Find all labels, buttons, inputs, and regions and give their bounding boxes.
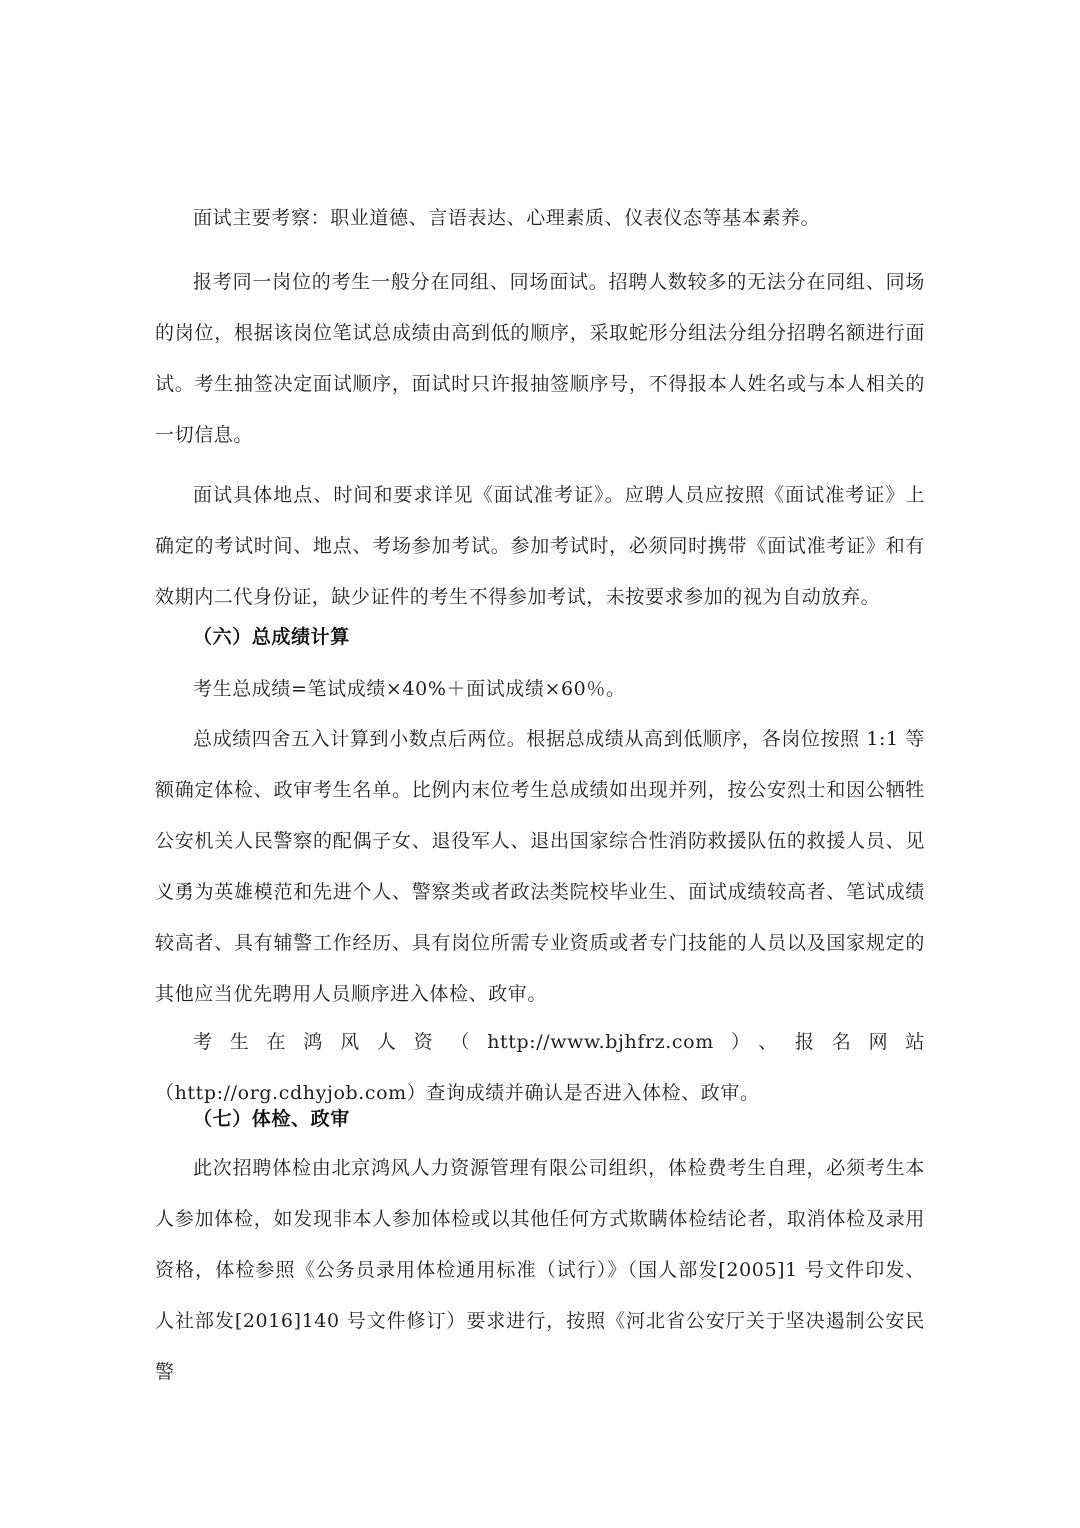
paragraph-score-ranking: 总成绩四舍五入计算到小数点后两位。根据总成绩从高到低顺序，各岗位按照 1:1 等额确定体检、政审考生名单。比例内末位考生总成绩如出现并列，按公安烈士和因公牺牲公安机关人民警察的配偶子女、退役军人、退出国家综合性消防救援队伍的救援人员、见义勇为英雄模范和先进个人、警察类或者政法类院校毕业生、面试成绩较高者、笔试成绩较高者、具有辅警工作经历、具有岗位所需专业资质或者专门技能的人员以及国家规定的其他应当优先聘用人员顺序进入体检、政审。 <box>155 728 925 1005</box>
paragraph-score-query: 考生在鸿风人资（http://www.bjhfrz.com）、报名网站（http://org.cdhyjob.com）查询成绩并确认是否进入体检、政审。 <box>155 1031 925 1104</box>
section-heading-total-score: （六）总成绩计算 <box>193 626 350 648</box>
paragraph-interview-content: 面试主要考察：职业道德、言语表达、心理素质、仪表仪态等基本素养。 <box>193 207 821 229</box>
paragraph-physical-exam: 此次招聘体检由北京鸿风人力资源管理有限公司组织，体检费考生自理，必须考生本人参加体检，如发现非本人参加体检或以其他任何方式欺瞒体检结论者，取消体检及录用资格，体检参照《公务员录用体检通用标准（试行）》（国人部发[2005]1 号文件印发、人社部发[2016]140 号文件修订）要求进行，按照《河北省公安厅关于坚决遏制公安民警 <box>155 1157 925 1383</box>
section-heading-physical-exam: （七）体检、政审 <box>193 1108 350 1130</box>
paragraph-score-formula: 考生总成绩=笔试成绩×40%＋面试成绩×60％。 <box>193 678 626 700</box>
paragraph-interview-admission: 面试具体地点、时间和要求详见《面试准考证》。应聘人员应按照《面试准考证》上确定的考试时间、地点、考场参加考试。参加考试时，必须同时携带《面试准考证》和有效期内二代身份证，缺少证件的考生不得参加考试，未按要求参加的视为自动放弃。 <box>155 484 925 608</box>
paragraph-interview-grouping: 报考同一岗位的考生一般分在同组、同场面试。招聘人数较多的无法分在同组、同场的岗位，根据该岗位笔试总成绩由高到低的顺序，采取蛇形分组法分组分招聘名额进行面试。考生抽签决定面试顺序，面试时只许报抽签顺序号，不得报本人姓名或与本人相关的一切信息。 <box>155 271 925 446</box>
